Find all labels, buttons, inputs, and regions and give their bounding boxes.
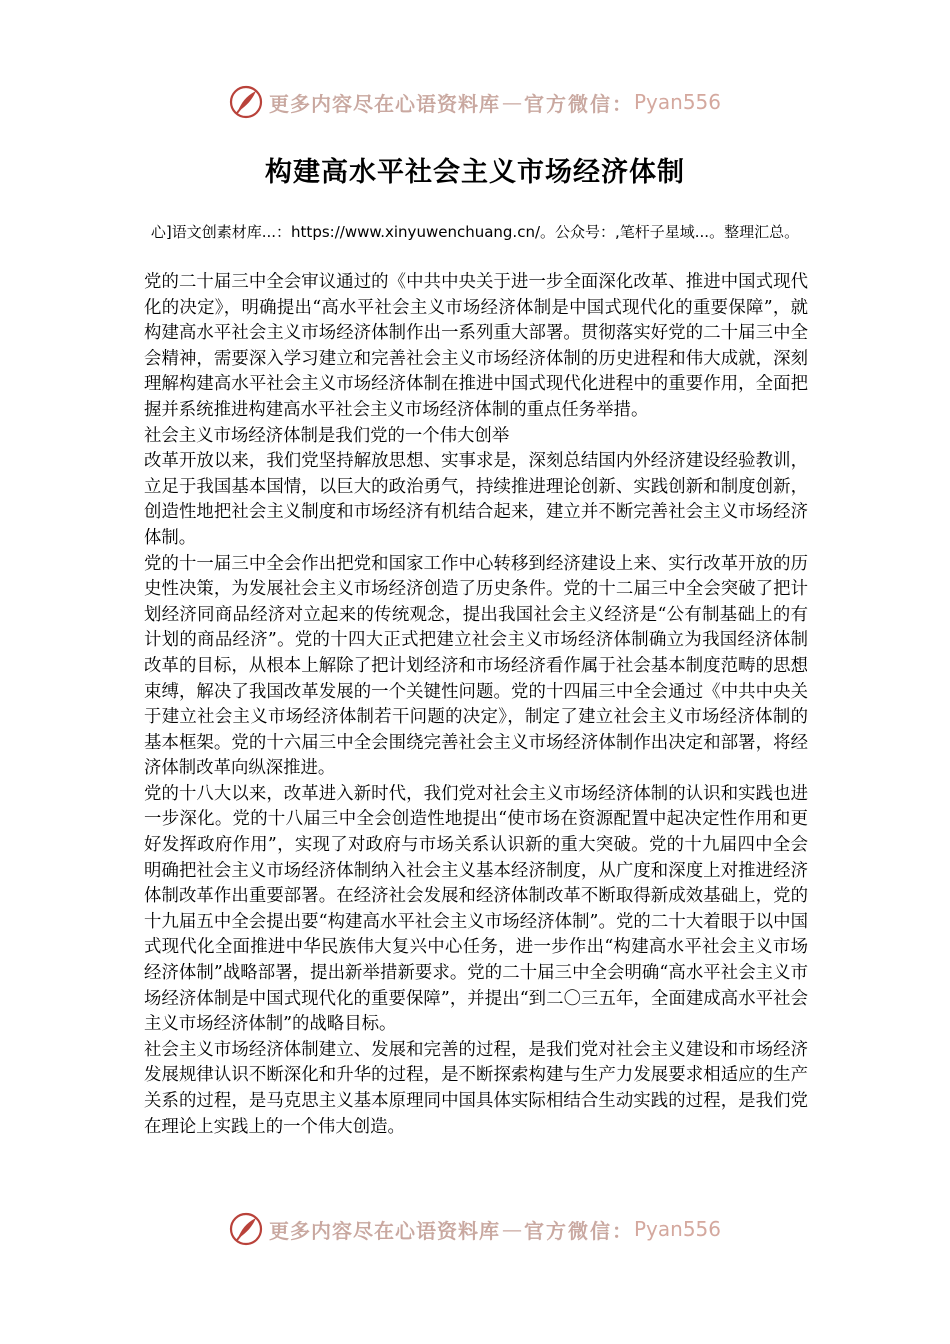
banner-text: 更多内容尽在心语资料库 (268, 91, 500, 116)
paragraph: 社会主义市场经济体制建立、发展和完善的过程，是我们党对社会主义建设和市场经济发展规律认识不断深化和升华的过程，是不断探索构建与生产力发展要求相适应的生产关系的过程，是马克思主义基本原理同中国具体实际相结合生动实践的过程，是我们党在理论上实践上的一个伟大创造。 (144, 1039, 808, 1137)
article-body (144, 270, 808, 1140)
pen-logo-icon (229, 1212, 263, 1246)
banner-wechat-id: Pyan556 (633, 1217, 721, 1241)
footer-banner (0, 1209, 950, 1249)
paragraph: 党的十一届三中全会作出把党和国家工作中心转移到经济建设上来、实行改革开放的历史性决策，为发展社会主义市场经济创造了历史条件。党的十二届三中全会突破了把计划经济同商品经济对立起来的传统观念，提出我国社会主义经济是“公有制基础上的有计划的商品经济”。党的十四大正式把建立社会主义市场经济体制确立为我国经济体制改革的目标，从根本上解除了把计划经济和市场经济看作属于社会基本制度范畴的思想束缚，解决了我国改革发展的一个关键性问题。党的十四届三中全会通过《中共中央关于建立社会主义市场经济体制若干问题的决定》，制定了建立社会主义市场经济体制的基本框架。党的十六届三中全会围绕完善社会主义市场经济体制作出决定和部署，将经济体制改革向纵深推进。 (144, 553, 808, 779)
pen-logo-icon (229, 85, 263, 119)
paragraph: 党的十八大以来，改革进入新时代，我们党对社会主义市场经济体制的认识和实践也进一步深化。党的十八届三中全会创造性地提出“使市场在资源配置中起决定性作用和更好发挥政府作用”，实现了对政府与市场关系认识新的重大突破。党的十九届四中全会明确把社会主义市场经济体制纳入社会主义基本经济制度，从广度和深度上对推进经济体制改革作出重要部署。在经济社会发展和经济体制改革不断取得新成效基础上，党的十九届五中全会提出要“构建高水平社会主义市场经济体制”。党的二十大着眼于以中国式现代化全面推进中华民族伟大复兴中心任务，进一步作出“构建高水平社会主义市场经济体制”战略部署，提出新举措新要求。党的二十届三中全会明确“高水平社会主义市场经济体制是中国式现代化的重要保障”，并提出“到二〇三五年，全面建成高水平社会主义市场经济体制”的战略目标。 (144, 783, 808, 1035)
banner-wechat-label: 官方微信： (523, 91, 634, 116)
source-line: 心]语文创素材库...：https://www.xinyuwenchuang.cn/。公众号：,笔杆子星域...。整理汇总。 (150, 223, 800, 241)
banner-separator: — (501, 1217, 522, 1241)
banner-wechat-id: Pyan556 (633, 90, 721, 114)
page-title: 构建高水平社会主义市场经济体制 (265, 157, 685, 188)
banner-separator: — (501, 90, 522, 114)
header-banner (0, 82, 950, 122)
paragraph: 改革开放以来，我们党坚持解放思想、实事求是，深刻总结国内外经济建设经验教训，立足于我国基本国情，以巨大的政治勇气，持续推进理论创新、实践创新和制度创新，创造性地把社会主义制度和市场经济有机结合起来，建立并不断完善社会主义市场经济体制。 (144, 451, 808, 548)
banner-text: 更多内容尽在心语资料库 (268, 1218, 500, 1243)
banner-wechat-label: 官方微信： (523, 1218, 634, 1243)
section-heading: 社会主义市场经济体制是我们党的一个伟大创举 (144, 425, 510, 446)
paragraph: 党的二十届三中全会审议通过的《中共中央关于进一步全面深化改革、推进中国式现代化的决定》，明确提出“高水平社会主义市场经济体制是中国式现代化的重要保障”，就构建高水平社会主义市场经济体制作出一系列重大部署。贯彻落实好党的二十届三中全会精神，需要深入学习建立和完善社会主义市场经济体制的历史进程和伟大成就，深刻理解构建高水平社会主义市场经济体制在推进中国式现代化进程中的重要作用，全面把握并系统推进构建高水平社会主义市场经济体制的重点任务举措。 (144, 272, 808, 420)
